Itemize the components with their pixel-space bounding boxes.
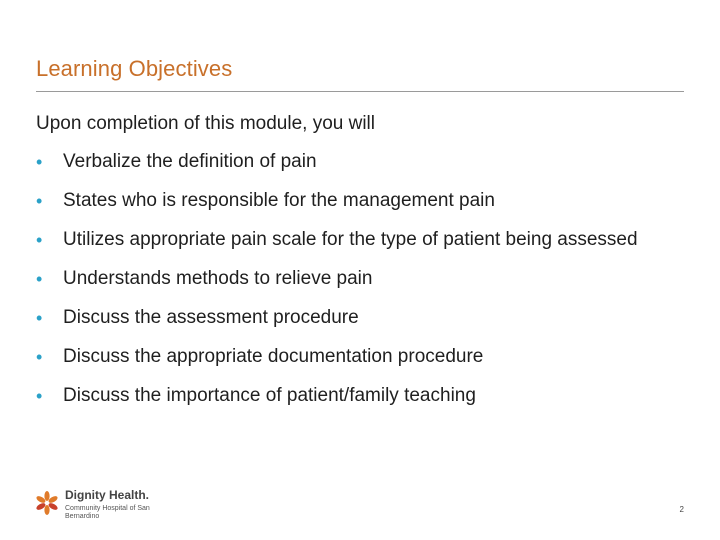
objective-text: Discuss the importance of patient/family teaching [63, 385, 476, 406]
objective-item [36, 306, 676, 330]
slide-title: Learning Objectives [36, 56, 233, 81]
objective-item [36, 384, 676, 408]
bullet-icon: • [36, 308, 43, 328]
objective-item [36, 228, 676, 252]
flower-logo-icon [34, 490, 60, 516]
bullet-icon: • [36, 230, 43, 250]
intro-text: Upon completion of this module, you will [36, 113, 376, 134]
bullet-icon: • [36, 386, 43, 406]
bullet-icon: • [36, 269, 43, 289]
objective-item [36, 345, 676, 369]
objective-text: Discuss the assessment procedure [63, 307, 359, 328]
objective-text: Understands methods to relieve pain [63, 268, 373, 289]
bullet-icon: • [36, 191, 43, 211]
objective-item [36, 189, 676, 213]
objective-text: Utilizes appropriate pain scale for the type of patient being assessed [63, 229, 638, 250]
page-number: 2 [679, 505, 684, 514]
objective-item [36, 267, 676, 291]
objective-text: States who is responsible for the management pain [63, 190, 495, 211]
dignity-health-logo [34, 486, 164, 526]
objective-text: Discuss the appropriate documentation procedure [63, 346, 484, 367]
objective-text: Verbalize the definition of pain [63, 151, 317, 172]
title-divider [36, 91, 684, 92]
bullet-icon: • [36, 347, 43, 367]
bullet-icon: • [36, 152, 43, 172]
logo-name: Dignity Health. [65, 488, 150, 502]
objectives-list [36, 150, 676, 423]
objective-item [36, 150, 676, 174]
logo-subtitle: Community Hospital of San Bernardino [65, 505, 150, 520]
